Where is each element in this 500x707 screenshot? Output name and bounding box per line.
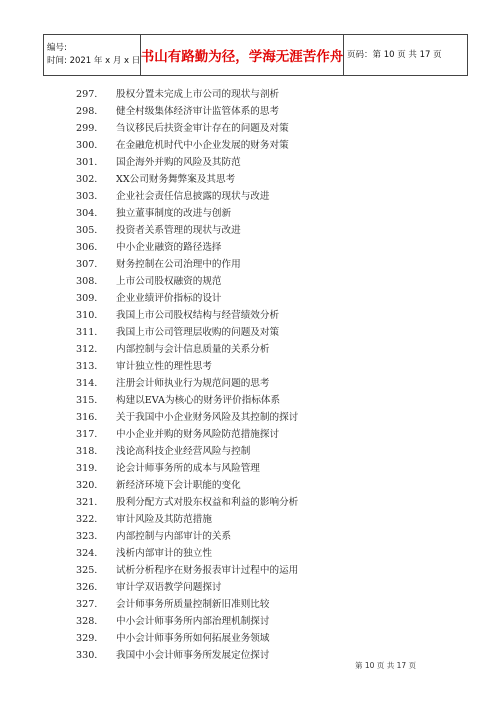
item-number: 303. bbox=[76, 191, 98, 202]
list-item bbox=[76, 579, 476, 596]
item-number: 311. bbox=[76, 327, 98, 338]
header-number-label: 编号: bbox=[47, 43, 67, 53]
list-item bbox=[76, 375, 476, 392]
item-title: 中小会计师事务所内部治理机制探讨 bbox=[116, 616, 270, 627]
item-title: 浅析内部审计的独立性 bbox=[116, 548, 212, 559]
item-number: 326. bbox=[76, 582, 98, 593]
item-title: 审计风险及其防范措施 bbox=[116, 514, 212, 525]
list-item bbox=[76, 545, 476, 562]
header-page-cell bbox=[344, 35, 467, 75]
item-number: 327. bbox=[76, 599, 98, 610]
list-item bbox=[76, 477, 476, 494]
list-item bbox=[76, 426, 476, 443]
item-number: 328. bbox=[76, 616, 98, 627]
item-title: 企业社会责任信息披露的现状与改进 bbox=[116, 191, 270, 202]
header-motto-cell bbox=[141, 35, 344, 75]
item-title: 试析分析程序在财务报表审计过程中的运用 bbox=[116, 565, 299, 576]
item-number: 330. bbox=[76, 650, 98, 661]
item-number: 298. bbox=[76, 106, 98, 117]
list-item bbox=[76, 103, 476, 120]
item-title: 独立董事制度的改进与创新 bbox=[116, 208, 232, 219]
item-number: 300. bbox=[76, 140, 98, 151]
item-title: 中小企业融资的路径选择 bbox=[116, 242, 222, 253]
item-number: 306. bbox=[76, 242, 98, 253]
item-number: 307. bbox=[76, 259, 98, 270]
item-number: 304. bbox=[76, 208, 98, 219]
item-title: 我国上市公司管理层收购的问题及对策 bbox=[116, 327, 280, 338]
list-item bbox=[76, 392, 476, 409]
list-item bbox=[76, 409, 476, 426]
item-title: 中小企业并购的财务风险防范措施探讨 bbox=[116, 429, 280, 440]
item-title: 国企海外并购的风险及其防范 bbox=[116, 157, 241, 168]
item-number: 299. bbox=[76, 123, 98, 134]
list-item bbox=[76, 188, 476, 205]
item-number: 320. bbox=[76, 480, 98, 491]
list-item bbox=[76, 324, 476, 341]
item-number: 302. bbox=[76, 174, 98, 185]
list-item bbox=[76, 613, 476, 630]
list-item bbox=[76, 460, 476, 477]
item-title: 论会计师事务所的成本与风险管理 bbox=[116, 463, 260, 474]
list-item bbox=[76, 120, 476, 137]
item-title: 财务控制在公司治理中的作用 bbox=[116, 259, 241, 270]
list-item bbox=[76, 358, 476, 375]
item-title: 企业业绩评价指标的设计 bbox=[116, 293, 222, 304]
page-footer bbox=[355, 660, 416, 671]
item-number: 317. bbox=[76, 429, 98, 440]
item-number: 319. bbox=[76, 463, 98, 474]
item-title: 浅论高科技企业经营风险与控制 bbox=[116, 446, 251, 457]
list-item bbox=[76, 137, 476, 154]
item-title: 构建以EVA为核心的财务评价指标体系 bbox=[116, 395, 281, 406]
item-number: 309. bbox=[76, 293, 98, 304]
list-item bbox=[76, 630, 476, 647]
item-number: 315. bbox=[76, 395, 98, 406]
item-title: 会计师事务所质量控制新旧准则比较 bbox=[116, 599, 270, 610]
item-number: 322. bbox=[76, 514, 98, 525]
page-header bbox=[43, 34, 468, 76]
footer-page-number: 第 10 页 共 17 页 bbox=[355, 661, 417, 670]
list-item bbox=[76, 290, 476, 307]
list-item bbox=[76, 307, 476, 324]
item-title: 关于我国中小企业财务风险及其控制的探讨 bbox=[116, 412, 299, 423]
list-item bbox=[76, 273, 476, 290]
header-time-label: 时间: 2021 年 x 月 x 日 bbox=[47, 56, 141, 66]
item-title: 新经济环境下会计职能的变化 bbox=[116, 480, 241, 491]
item-number: 316. bbox=[76, 412, 98, 423]
header-info-cell bbox=[44, 35, 141, 75]
item-title: 我国中小会计师事务所发展定位探讨 bbox=[116, 650, 270, 661]
item-number: 308. bbox=[76, 276, 98, 287]
list-item bbox=[76, 443, 476, 460]
item-number: 313. bbox=[76, 361, 98, 372]
item-number: 321. bbox=[76, 497, 98, 508]
item-title: 审计学双语教学问题探讨 bbox=[116, 582, 222, 593]
item-title: 股权分置未完成上市公司的现状与剖析 bbox=[116, 89, 280, 100]
list-item bbox=[76, 239, 476, 256]
item-title: 中小会计师事务所如何拓展业务领域 bbox=[116, 633, 270, 644]
item-number: 318. bbox=[76, 446, 98, 457]
item-number: 305. bbox=[76, 225, 98, 236]
header-page-number: 页码：第 10 页 共 17 页 bbox=[347, 49, 442, 60]
item-title: 在金融危机时代中小企业发展的财务对策 bbox=[116, 140, 289, 151]
item-number: 297. bbox=[76, 89, 98, 100]
item-title: 投资者关系管理的现状与改进 bbox=[116, 225, 241, 236]
list-item bbox=[76, 511, 476, 528]
header-motto: 书山有路勤为径，学海无涯苦作舟 bbox=[140, 49, 344, 65]
list-item bbox=[76, 86, 476, 103]
item-number: 312. bbox=[76, 344, 98, 355]
item-title: 注册会计师执业行为规范问题的思考 bbox=[116, 378, 270, 389]
list-item bbox=[76, 256, 476, 273]
item-number: 314. bbox=[76, 378, 98, 389]
item-number: 329. bbox=[76, 633, 98, 644]
list-item bbox=[76, 562, 476, 579]
item-title: 我国上市公司股权结构与经营绩效分析 bbox=[116, 310, 280, 321]
list-item bbox=[76, 596, 476, 613]
item-title: 内部控制与内部审计的关系 bbox=[116, 531, 232, 542]
item-title: 股利分配方式对股东权益和利益的影响分析 bbox=[116, 497, 299, 508]
item-number: 301. bbox=[76, 157, 98, 168]
list-item bbox=[76, 528, 476, 545]
item-number: 310. bbox=[76, 310, 98, 321]
item-title: XX公司财务舞弊案及其思考 bbox=[116, 174, 236, 185]
item-title: 审计独立性的理性思考 bbox=[116, 361, 212, 372]
list-item bbox=[76, 205, 476, 222]
list-item bbox=[76, 154, 476, 171]
list-item bbox=[76, 171, 476, 188]
list-item bbox=[76, 341, 476, 358]
item-title: 内部控制与会计信息质量的关系分析 bbox=[116, 344, 270, 355]
item-number: 325. bbox=[76, 565, 98, 576]
topic-list bbox=[76, 86, 476, 664]
item-title: 上市公司股权融资的规范 bbox=[116, 276, 222, 287]
list-item bbox=[76, 494, 476, 511]
item-title: 刍议移民后扶资金审计存在的问题及对策 bbox=[116, 123, 289, 134]
item-title: 健全村级集体经济审计监管体系的思考 bbox=[116, 106, 280, 117]
item-number: 323. bbox=[76, 531, 98, 542]
list-item bbox=[76, 222, 476, 239]
item-number: 324. bbox=[76, 548, 98, 559]
